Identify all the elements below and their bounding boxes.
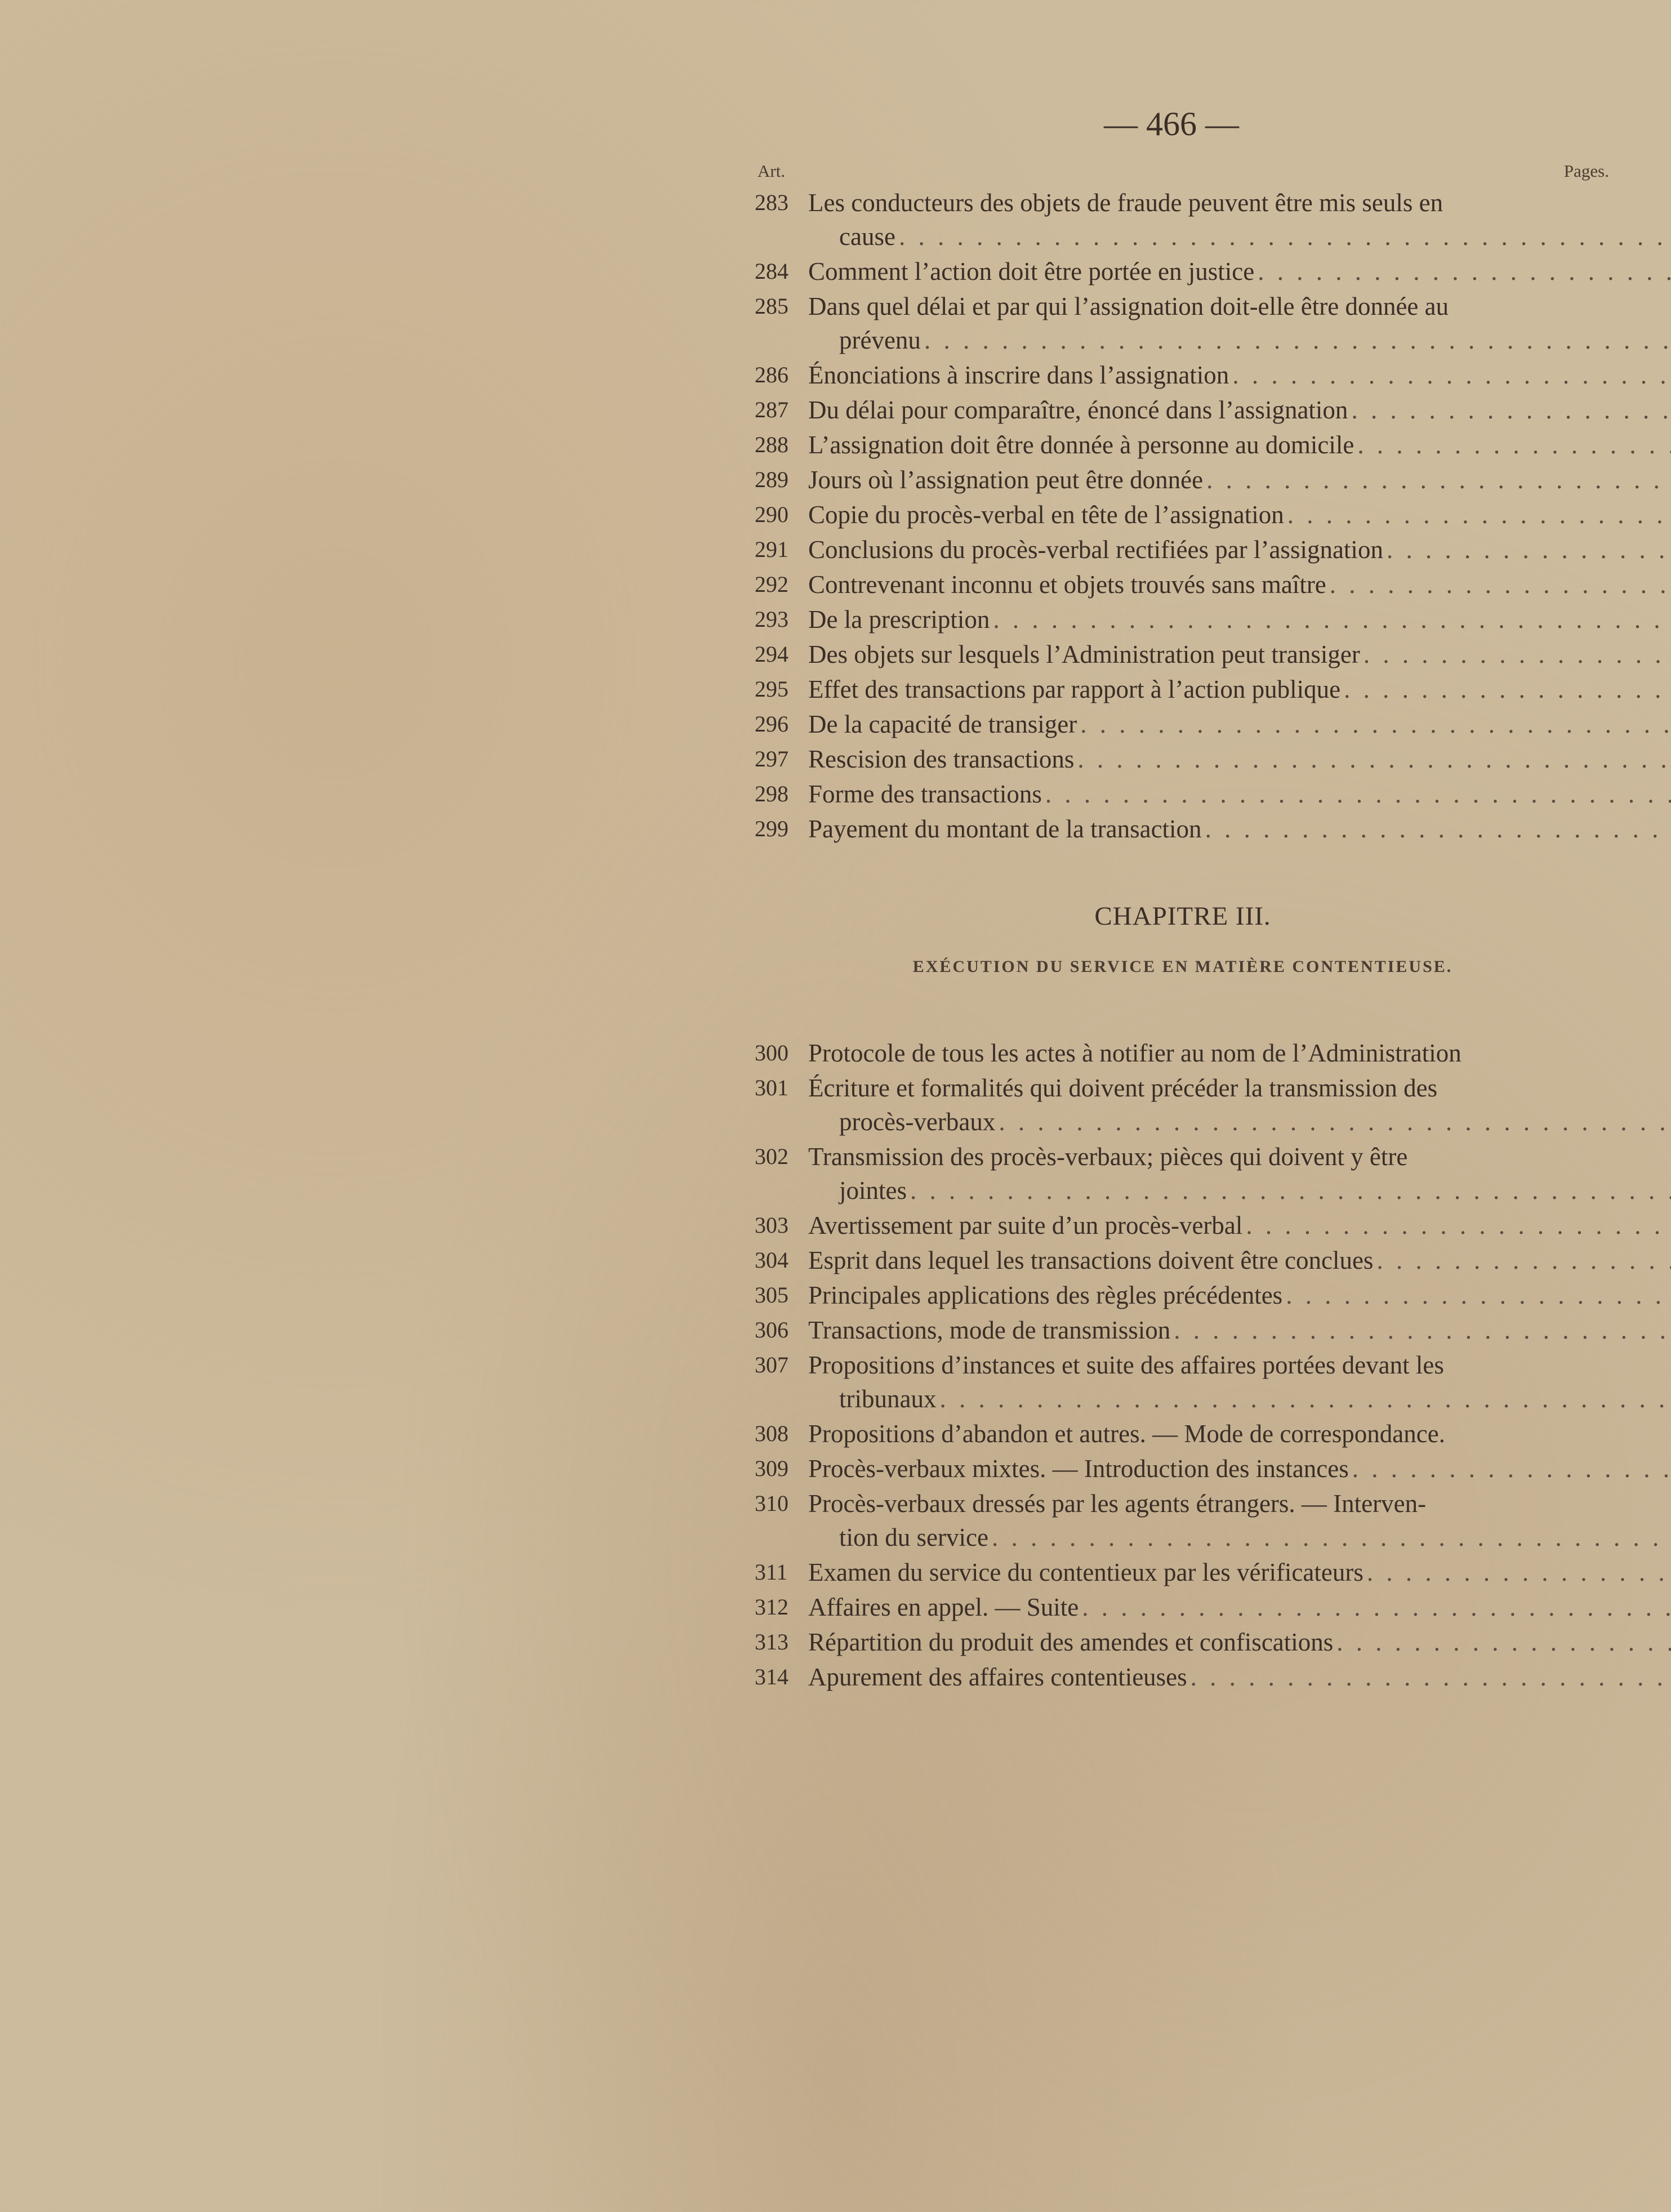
entry-leader-line bbox=[808, 1625, 1611, 1660]
dot-leader bbox=[993, 605, 1671, 634]
dot-leader bbox=[1344, 675, 1671, 703]
dot-leader bbox=[1045, 780, 1671, 808]
toc-entry bbox=[755, 1487, 1611, 1555]
entry-leader-line bbox=[808, 1036, 1611, 1071]
article-number: 313 bbox=[755, 1629, 788, 1654]
dot-leader bbox=[999, 1108, 1671, 1136]
toc-entry bbox=[755, 428, 1611, 463]
article-number: 299 bbox=[755, 816, 788, 841]
toc-entry bbox=[755, 812, 1611, 847]
article-number: 289 bbox=[755, 467, 788, 492]
entry-leader-line bbox=[808, 1313, 1611, 1348]
entry-title: Affaires en appel. — Suite bbox=[808, 1593, 1079, 1621]
toc-entry bbox=[755, 498, 1611, 533]
entry-title: De la capacité de transiger bbox=[808, 710, 1077, 738]
dot-leader bbox=[899, 222, 1671, 251]
dot-leader bbox=[1232, 361, 1671, 389]
article-number: 307 bbox=[755, 1352, 788, 1377]
article-number: 309 bbox=[755, 1456, 788, 1481]
entry-title: Rescision des transactions bbox=[808, 745, 1075, 773]
entry-leader-line bbox=[808, 1382, 1611, 1417]
toc-entry bbox=[755, 1590, 1611, 1625]
dot-leader bbox=[1191, 1663, 1671, 1691]
dot-leader bbox=[910, 1176, 1671, 1205]
entry-title: Transactions, mode de transmission bbox=[808, 1316, 1171, 1344]
toc-entry bbox=[755, 603, 1611, 637]
dot-leader bbox=[992, 1523, 1671, 1551]
entry-title: Propositions d’instances et suite des affaires portées devant les bbox=[808, 1351, 1444, 1379]
dot-leader bbox=[1246, 1211, 1671, 1239]
entry-title: Des objets sur lesquels l’Administration peut transiger bbox=[808, 640, 1360, 668]
article-number: 291 bbox=[755, 537, 788, 562]
article-number: 304 bbox=[755, 1247, 788, 1273]
entry-leader-line bbox=[808, 1660, 1611, 1695]
entry-title-continuation: tion du service bbox=[839, 1523, 988, 1551]
dot-leader bbox=[1336, 1628, 1671, 1656]
entry-leader-line bbox=[808, 323, 1611, 358]
entry-title: Transmission des procès-verbaux; pièces qui doivent y être bbox=[808, 1143, 1408, 1171]
article-number: 310 bbox=[755, 1491, 788, 1516]
page-number: — 466 — bbox=[1104, 105, 1239, 142]
article-number: 296 bbox=[755, 711, 788, 737]
toc-section-1 bbox=[755, 186, 1611, 847]
chapter-subtitle: EXÉCUTION DU SERVICE EN MATIÈRE CONTENTIEUSE. bbox=[912, 957, 1453, 976]
chapter-title: CHAPITRE III. bbox=[1094, 902, 1271, 931]
column-header-art: Art. bbox=[757, 161, 786, 181]
entry-title-continuation: prévenu bbox=[839, 326, 921, 354]
article-number: 287 bbox=[755, 397, 788, 422]
toc-entry bbox=[755, 742, 1611, 777]
entry-leader-line bbox=[808, 1555, 1611, 1590]
entry-title-continuation: procès-verbaux bbox=[839, 1108, 996, 1136]
entry-leader-line bbox=[808, 707, 1611, 742]
entry-leader-line bbox=[808, 220, 1611, 255]
toc-entry bbox=[755, 707, 1611, 742]
dot-leader bbox=[1376, 1246, 1671, 1274]
entry-title-continuation: cause bbox=[839, 222, 895, 251]
dot-leader bbox=[1387, 536, 1671, 564]
entry-title: L’assignation doit être donnée à personne au domicile bbox=[808, 431, 1354, 459]
entry-leader-line bbox=[808, 1174, 1611, 1208]
entry-title-continuation: tribunaux bbox=[839, 1385, 937, 1413]
toc-entry bbox=[755, 568, 1611, 603]
entry-title: Effet des transactions par rapport à l’action publique bbox=[808, 675, 1341, 703]
toc-section-2 bbox=[755, 1036, 1611, 1695]
entry-leader-line bbox=[808, 672, 1611, 707]
dot-leader bbox=[1351, 396, 1671, 424]
toc-entry bbox=[755, 1313, 1611, 1348]
dot-leader bbox=[1286, 1281, 1671, 1309]
entry-leader-line bbox=[808, 1590, 1611, 1625]
entry-title: Conclusions du procès-verbal rectifiées par l’assignation bbox=[808, 536, 1383, 564]
toc-entry bbox=[755, 1036, 1611, 1071]
entry-title: Écriture et formalités qui doivent précéder la transmission des bbox=[808, 1074, 1438, 1102]
article-number: 302 bbox=[755, 1144, 788, 1169]
toc-entry bbox=[755, 289, 1611, 358]
article-number: 306 bbox=[755, 1317, 788, 1343]
entry-leader-line bbox=[808, 1520, 1611, 1555]
entry-title: Principales applications des règles précédentes bbox=[808, 1281, 1283, 1309]
entry-title: Jours où l’assignation peut être donnée bbox=[808, 466, 1204, 494]
entry-leader-line bbox=[808, 393, 1611, 428]
entry-leader-line bbox=[808, 603, 1611, 637]
article-number: 301 bbox=[755, 1075, 788, 1100]
entry-leader-line bbox=[808, 463, 1611, 498]
article-number: 292 bbox=[755, 572, 788, 597]
article-number: 290 bbox=[755, 502, 788, 527]
entry-title-continuation: jointes bbox=[839, 1176, 907, 1205]
article-number: 294 bbox=[755, 641, 788, 667]
entry-leader-line bbox=[808, 812, 1611, 847]
article-number: 286 bbox=[755, 362, 788, 387]
entry-leader-line bbox=[808, 777, 1611, 812]
entry-title: Protocole de tous les actes à notifier au nom de l’Administration bbox=[808, 1039, 1461, 1067]
toc-entry bbox=[755, 1555, 1611, 1590]
dot-leader bbox=[1357, 431, 1671, 459]
article-number: 297 bbox=[755, 746, 788, 771]
entry-title: Procès-verbaux mixtes. — Introduction des instances bbox=[808, 1455, 1349, 1483]
toc-entry bbox=[755, 1278, 1611, 1313]
entry-title: Forme des transactions bbox=[808, 780, 1042, 808]
toc-entry bbox=[755, 533, 1611, 568]
column-header-pages: Pages. bbox=[1563, 161, 1609, 181]
dot-leader bbox=[1174, 1316, 1671, 1344]
dot-leader bbox=[1082, 1593, 1671, 1621]
article-number: 314 bbox=[755, 1664, 788, 1689]
article-number: 288 bbox=[755, 432, 788, 457]
article-number: 300 bbox=[755, 1040, 788, 1065]
entry-leader-line bbox=[808, 1105, 1611, 1140]
entry-leader-line bbox=[808, 1208, 1611, 1243]
toc-entry bbox=[755, 672, 1611, 707]
article-number: 303 bbox=[755, 1212, 788, 1238]
article-number: 308 bbox=[755, 1421, 788, 1446]
dot-leader bbox=[1206, 466, 1671, 494]
toc-entry bbox=[755, 1140, 1611, 1208]
entry-leader-line bbox=[808, 1417, 1611, 1452]
toc-entry bbox=[755, 1348, 1611, 1417]
toc-entry bbox=[755, 1660, 1611, 1695]
entry-title: Copie du procès-verbal en tête de l’assignation bbox=[808, 501, 1284, 529]
toc-entry bbox=[755, 777, 1611, 812]
entry-leader-line bbox=[808, 358, 1611, 393]
toc-entry bbox=[755, 1243, 1611, 1278]
dot-leader bbox=[924, 326, 1671, 354]
article-number: 293 bbox=[755, 606, 788, 632]
dot-leader bbox=[1287, 501, 1671, 529]
entry-title: Procès-verbaux dressés par les agents étrangers. — Interven- bbox=[808, 1489, 1427, 1518]
entry-title: Payement du montant de la transaction bbox=[808, 815, 1202, 843]
entry-title: Dans quel délai et par qui l’assignation doit-elle être donnée au bbox=[808, 292, 1449, 320]
entry-leader-line bbox=[808, 568, 1611, 603]
dot-leader bbox=[1352, 1455, 1671, 1483]
entry-leader-line bbox=[808, 428, 1611, 463]
entry-leader-line bbox=[808, 637, 1611, 672]
entry-title: Contrevenant inconnu et objets trouvés sans maître bbox=[808, 570, 1326, 599]
toc-entry bbox=[755, 463, 1611, 498]
toc-entry bbox=[755, 1417, 1611, 1452]
toc-entry bbox=[755, 1208, 1611, 1243]
article-number: 284 bbox=[755, 258, 788, 284]
entry-leader-line bbox=[808, 742, 1611, 777]
entry-title: De la prescription bbox=[808, 605, 990, 634]
toc-entry bbox=[755, 637, 1611, 672]
entry-title: Les conducteurs des objets de fraude peuvent être mis seuls en bbox=[808, 189, 1443, 217]
toc-entry bbox=[755, 1452, 1611, 1487]
article-number: 311 bbox=[755, 1559, 788, 1585]
dot-leader bbox=[1330, 570, 1671, 599]
dot-leader bbox=[1205, 815, 1671, 843]
dot-leader bbox=[1363, 640, 1671, 668]
entry-leader-line bbox=[808, 498, 1611, 533]
entry-leader-line bbox=[808, 1243, 1611, 1278]
toc-entry bbox=[755, 1071, 1611, 1140]
toc-entry bbox=[755, 1625, 1611, 1660]
article-number: 312 bbox=[755, 1594, 788, 1620]
entry-title: Répartition du produit des amendes et confiscations bbox=[808, 1628, 1334, 1656]
toc-entry bbox=[755, 255, 1611, 289]
article-number: 298 bbox=[755, 781, 788, 806]
entry-title: Énonciations à inscrire dans l’assignation bbox=[808, 361, 1229, 389]
entry-leader-line bbox=[808, 533, 1611, 568]
toc-entry bbox=[755, 393, 1611, 428]
dot-leader bbox=[939, 1385, 1671, 1413]
article-number: 285 bbox=[755, 293, 788, 319]
toc-entry bbox=[755, 358, 1611, 393]
entry-title: Du délai pour comparaître, énoncé dans l’assignation bbox=[808, 396, 1348, 424]
entry-leader-line bbox=[808, 1452, 1611, 1487]
entry-leader-line bbox=[808, 1278, 1611, 1313]
dot-leader bbox=[1080, 710, 1671, 738]
entry-title: Comment l’action doit être portée en justice bbox=[808, 257, 1255, 286]
dot-leader bbox=[1077, 745, 1671, 773]
article-number: 305 bbox=[755, 1282, 788, 1308]
toc-entry bbox=[755, 186, 1611, 255]
entry-title: Apurement des affaires contentieuses bbox=[808, 1663, 1187, 1691]
entry-leader-line bbox=[808, 255, 1611, 289]
entry-title: Propositions d’abandon et autres. — Mode de correspondance. bbox=[808, 1420, 1445, 1448]
entry-title: Avertissement par suite d’un procès-verbal bbox=[808, 1211, 1243, 1239]
dot-leader bbox=[1258, 257, 1671, 286]
article-number: 295 bbox=[755, 676, 788, 702]
entry-title: Examen du service du contentieux par les vérificateurs bbox=[808, 1558, 1363, 1586]
entry-title: Esprit dans lequel les transactions doivent être conclues bbox=[808, 1246, 1374, 1274]
dot-leader bbox=[1367, 1558, 1671, 1586]
article-number: 283 bbox=[755, 190, 788, 215]
